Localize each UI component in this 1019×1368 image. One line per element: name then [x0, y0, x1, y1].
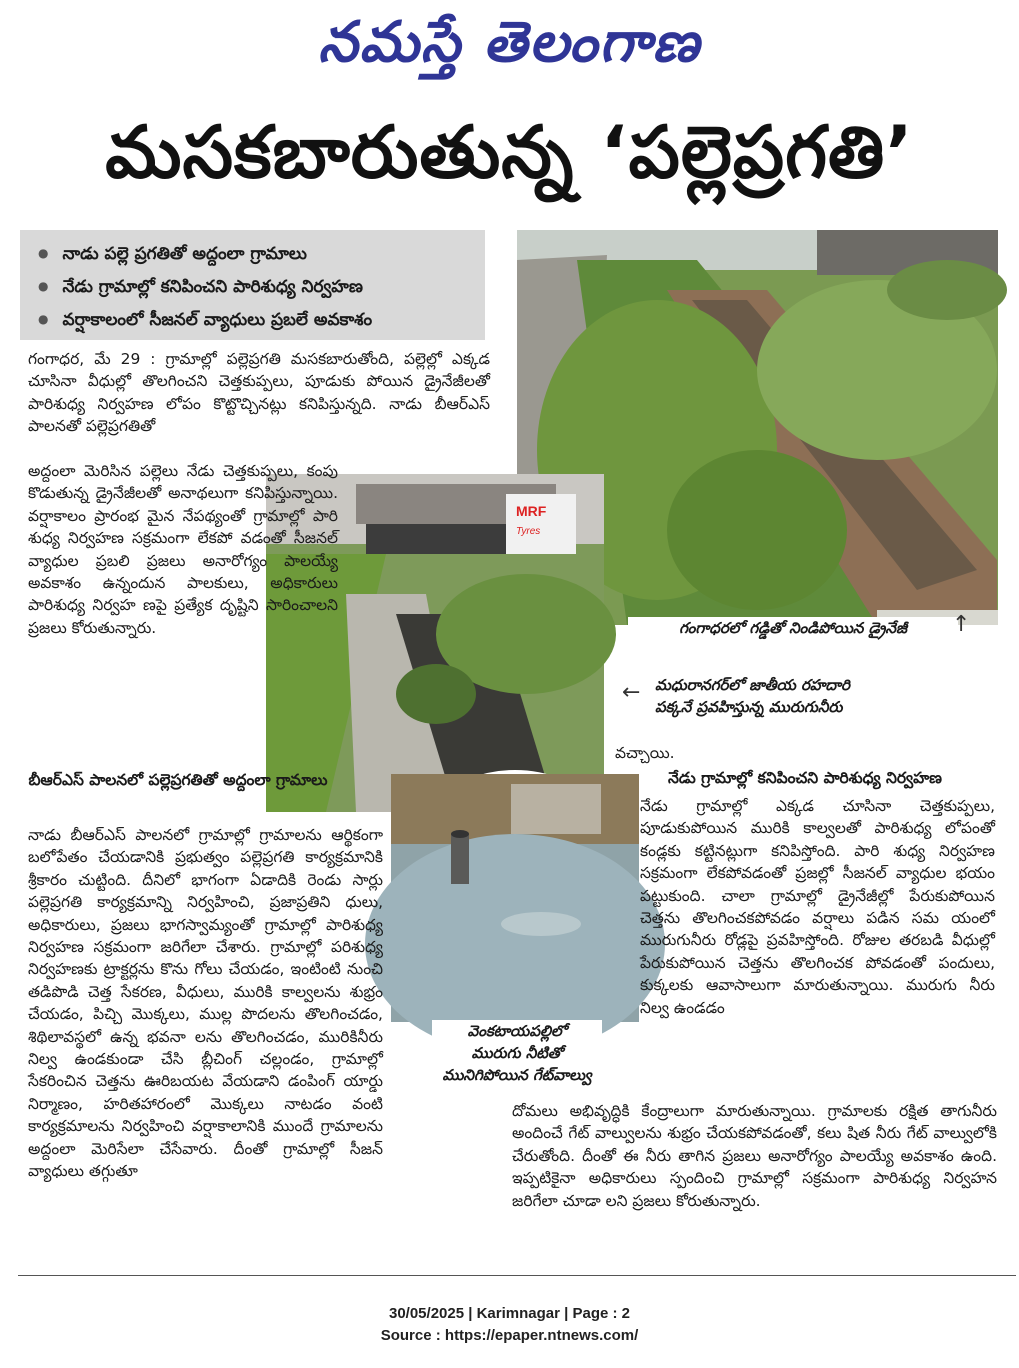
- photo2-caption: [655, 674, 955, 718]
- bullet-item: ● నాడు పల్లె ప్రగతితో అద్దంలా గ్రామాలు: [38, 238, 485, 271]
- photo2-caption-line2: పక్కనే ప్రవహిస్తున్న మురుగునీరు: [655, 698, 843, 716]
- article-paragraph-5: దోమలు అభివృద్ధికి కేంద్రాలుగా మారుతున్నాయి. గ్రామాలకు రక్షిత తాగునీరు అందించే గేట్ వాల్వులను శుభ్రం చేయకపోవడంతో, కలు షిత నీరు గేట్ వాల్వులోకి చేరుతోంది. దీంతో ఈ నీరు తాగిన ప్రజలు అనారోగ్యం పాలయ్యే అవకాశం ఉంది. ఇప్పటికైనా అధికారులు స్పందించి గ్రామాల్లో సక్రమంగా పారిశుధ్య నిర్వహన జరిగేలా చూడా లని ప్రజలు కోరుతున్నారు.: [512, 1102, 997, 1210]
- footer-divider: [18, 1275, 1016, 1276]
- arrow-left-icon: ←: [622, 680, 641, 705]
- photo1-caption: గంగాధరలో గడ్డితో నిండిపోయిన డ్రైనేజీ: [628, 617, 958, 639]
- photo3-caption-line1: వెంకటాయపల్లిలో: [467, 1022, 567, 1040]
- mrf-sign: MRF: [516, 503, 547, 519]
- article-paragraph-2: అద్దంలా మెరిసిన పల్లెలు నేడు చెత్తకుప్పలు, కంపు కొడుతున్న డ్రైనేజీలతో అనాథలుగా కనిపిస్తున్నాయి. వర్షాకాలం ప్రారంభ మైన నేపథ్యంతో గ్రామాల్లో పారి శుధ్య నిర్వహణ సక్రమంగా లేకపో వడంతో సీజనల్ వ్యాధుల ప్రబలి ప్రజలు అనారోగ్యం పాలయ్యే అవకాశం ఉన్నందున పాలకులు, అధికారులు పారిశుధ్య నిర్వహ ణపై ప్రత్యేక దృష్టిని సారించాలని ప్రజలు కోరుతున్నారు.: [28, 462, 338, 637]
- bullet-item: ● వర్షాకాలంలో సీజనల్ వ్యాధులు ప్రబలే అవకాశం: [38, 304, 485, 337]
- photo3-caption-line2: మురుగు నీటితో: [471, 1044, 563, 1062]
- bullet-item: ● నేడు గ్రామాల్లో కనిపించని పారిశుధ్య నిర్వహణ: [38, 271, 485, 304]
- footer-source: Source : https://epaper.ntnews.com/: [380, 1327, 639, 1344]
- photo3-caption-line3: మునిగిపోయిన గేట్‌వాల్వు: [442, 1066, 592, 1084]
- masthead-logo: నమస్తే తెలంగాణ: [318, 10, 701, 75]
- article-paragraph-3: నాడు బీఆర్ఎస్ పాలనలో గ్రామాల్లో గ్రామాలను ఆర్థికంగా బలోపేతం చేయడానికి ప్రభుత్వం పల్లెప్రగతి కార్యక్రమానికి శ్రీకారం చుట్టింది. దీనిలో భాగంగా ఏడాదికి రెండు సార్లు పల్లెప్రగతి కార్యక్రమాన్ని నిర్వహించి, ప్రజాప్రతిని ధులు, అధికారులు, ప్రజలు భాగస్వామ్యంతో గ్రామాల్లో పారిశుధ్య నిర్వహణ సక్రమంగా జరిగేలా చేశారు. గ్రామాల్లో పరిశుధ్య నిర్వహణకు ట్రాక్టర్లను కొను గోలు చేయడం, ఇంటింటి నుంచి తడిపొడి చెత్త సేకరణ, వీధులు, మురికి కాల్వలను శుభ్రం చేయడం, పిచ్చి మొక్కలు, ముల్ల పొదలను తొలగించడం, శిథిలావస్థలో ఉన్న భవనా లను తొలగించడం, మురికినీరు నిల్వ ఉండకుండా చేసి బ్లీచింగ్ చల్లండం, గ్రామాల్లో సేకరించిన చెత్తను ఊరిబయట వేయడాని డంపింగ్ యార్డు నిర్మాణం, హరితహారంలో మొక్కలు నాటడం వంటి కార్యక్రమాలను నిర్వహించి వర్షాకాలానికి ముందే గ్రామాలను అద్దంలా మెరిసేలా చేసేవారు. దీంతో గ్రామాల్లో సీజన్ వ్యాధులు తగ్గుతూ: [28, 826, 383, 1181]
- headline: మసకబారుతున్న ‘పల్లెప్రగతి’: [105, 110, 914, 194]
- subhead-left: బీఆర్ఎస్ పాలనలో పల్లెప్రగతితో అద్దంలా గ్రామాలు: [28, 771, 328, 789]
- subhead-right: నేడు గ్రామాల్లో కనిపించని పారిశుధ్య నిర్వహణ: [668, 769, 942, 787]
- article-paragraph-1: గంగాధర, మే 29 : గ్రామాల్లో పల్లెప్రగతి మసకబారుతోంది, పల్లెల్లో ఎక్కడ చూసినా వీధుల్లో తొలగించని చెత్తకుప్పలు, పూడుకు పోయిన డ్రైనేజీలతో పారిశుధ్య నిర్వహణ లోపం కొట్టొచ్చినట్లు కనిపిస్తున్నది. నాడు బీఆర్ఎస్ పాలనతో పల్లెప్రగతితో: [28, 350, 490, 436]
- footer-date-edition: 30/05/2025 | Karimnagar | Page : 2: [388, 1305, 631, 1322]
- article-right-top: వచ్చాయి.: [615, 744, 675, 762]
- photo-venkatayapalli-circle: [387, 770, 643, 1026]
- article-paragraph-4: నేడు గ్రామాల్లో ఎక్కడ చూసినా చెత్తకుప్పలు, పూడుకుపోయిన మురికి కాల్వలతో పారిశుధ్య లోపంతో కండ్లకు కట్టినట్లుగా కనిపిస్తోంది. పారి శుధ్య నిర్వహణ సక్రమంగా లేకపోవడంతో ప్రజల్లో సీజనల్ వ్యాధుల భయం పట్టుకుంది. చాలా గ్రామాల్లో డ్రైనేజీల్లో పేరుకుపోయిన చెత్తను తొలగించకపోవడం వర్షాలు పడిన సమ యంలో మురుగునీరు రోడ్లపై ప్రవహిస్తోంది. రోజుల తరబడి వీధుల్లో పేరుకుపోయిన చెత్తను తొలగించక పోవడంతో పందులు, కుక్కలకు ఆవాసాలుగా మారుతున్నాయి. మురుగు నీరు నిల్వ ఉండడం: [640, 797, 995, 1017]
- summary-bullets: [20, 230, 485, 340]
- photo2-caption-line1: మధురానగర్‌లో జాతీయ రహదారి: [655, 676, 850, 694]
- arrow-up-icon: ↑: [952, 612, 971, 637]
- article-paragraph-3-cont: [28, 1019, 518, 1264]
- tyre-sign: Tyres: [516, 526, 541, 537]
